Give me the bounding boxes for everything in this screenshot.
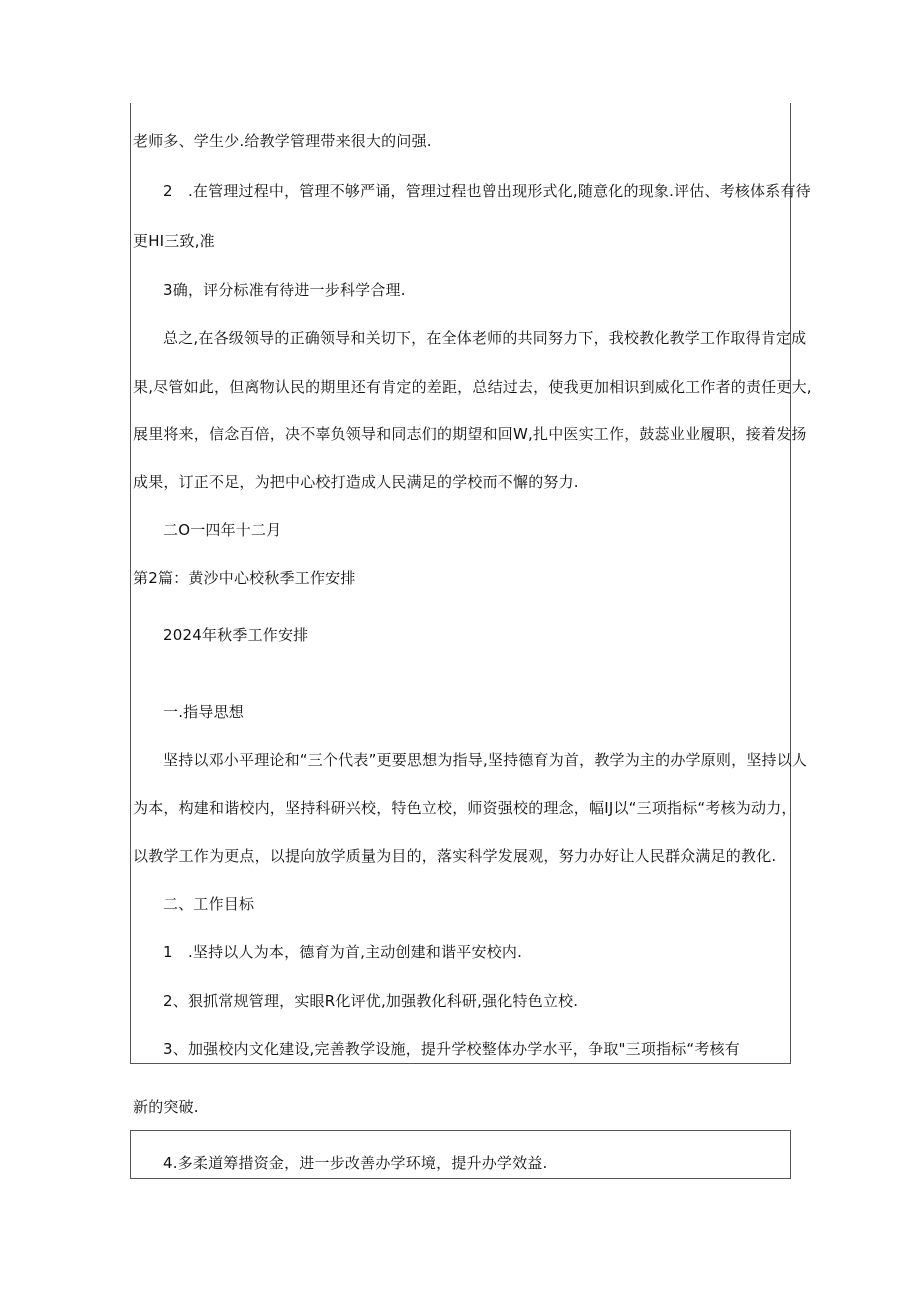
paragraph-line: 3确，评分标准有待进一步科学合理. [163, 281, 406, 299]
date-line: 二O一四年十二月 [163, 521, 282, 539]
section-heading: 第2篇：黄沙中心校秋季工作安排 [133, 569, 356, 587]
paragraph-line: 展里将来，信念百倍，决不辜负领导和同志们的期望和回W,扎中医实工作，鼓蕊业业履职，接着发扬 [133, 425, 807, 443]
paragraph-line: 为本，构建和谐校内，坚持科研兴校，特色立校，师资强校的理念，幅IJ以“三项指标“考核为动力， [133, 799, 797, 817]
paragraph-line: 老师多、学生少.给教学管理带来很大的问强. [133, 132, 432, 150]
paragraph-line: 更HI三致,准 [133, 232, 215, 250]
paragraph-line: 2 .在管理过程中，管理不够严诵，管理过程也曾出现形式化,随意化的现象.评估、考核体系有待 [163, 182, 811, 200]
list-item: 1 .坚持以人为本，德育为首,主动创建和谐平安校内. [163, 943, 523, 961]
list-item: 4.多柔道筹措资金，进一步改善办学环境，提升办学效益. [163, 1154, 548, 1172]
paragraph-line: 新的突破. [133, 1098, 199, 1116]
paragraph-line: 成果，订正不足，为把中心校打造成人民满足的学校而不懈的努力. [133, 473, 579, 491]
paragraph-line: 坚持以邓小平理论和“三个代表”更要思想为指导,坚持德育为首，教学为主的办学原则，坚持以人 [163, 751, 808, 769]
list-item: 2、狠抓常规管理，实眼R化评优,加强教化科研,强化特色立校. [163, 992, 579, 1010]
paragraph-line: 果,尽管如此，但离物认民的期里还有肯定的差距，总结过去，使我更加相识到威化工作者的责任更大, [133, 378, 812, 396]
paragraph-line: 以教学工作为更点，以提向放学质量为目的，落实科学发展观，努力办好让人民群众满足的教化. [133, 847, 777, 865]
subsection-heading: 二、工作目标 [163, 895, 255, 913]
list-item: 3、加强校内文化建设,完善教学设施，提升学校整体办学水平，争取"三项指标“考核有 [163, 1040, 740, 1058]
subsection-heading: 一.指导思想 [163, 703, 244, 721]
document-title: 2024年秋季工作安排 [163, 626, 309, 644]
paragraph-line: 总之,在各级领导的正确领导和关切下，在全体老师的共同努力下，我校教化教学工作取得肯定成 [163, 329, 807, 347]
